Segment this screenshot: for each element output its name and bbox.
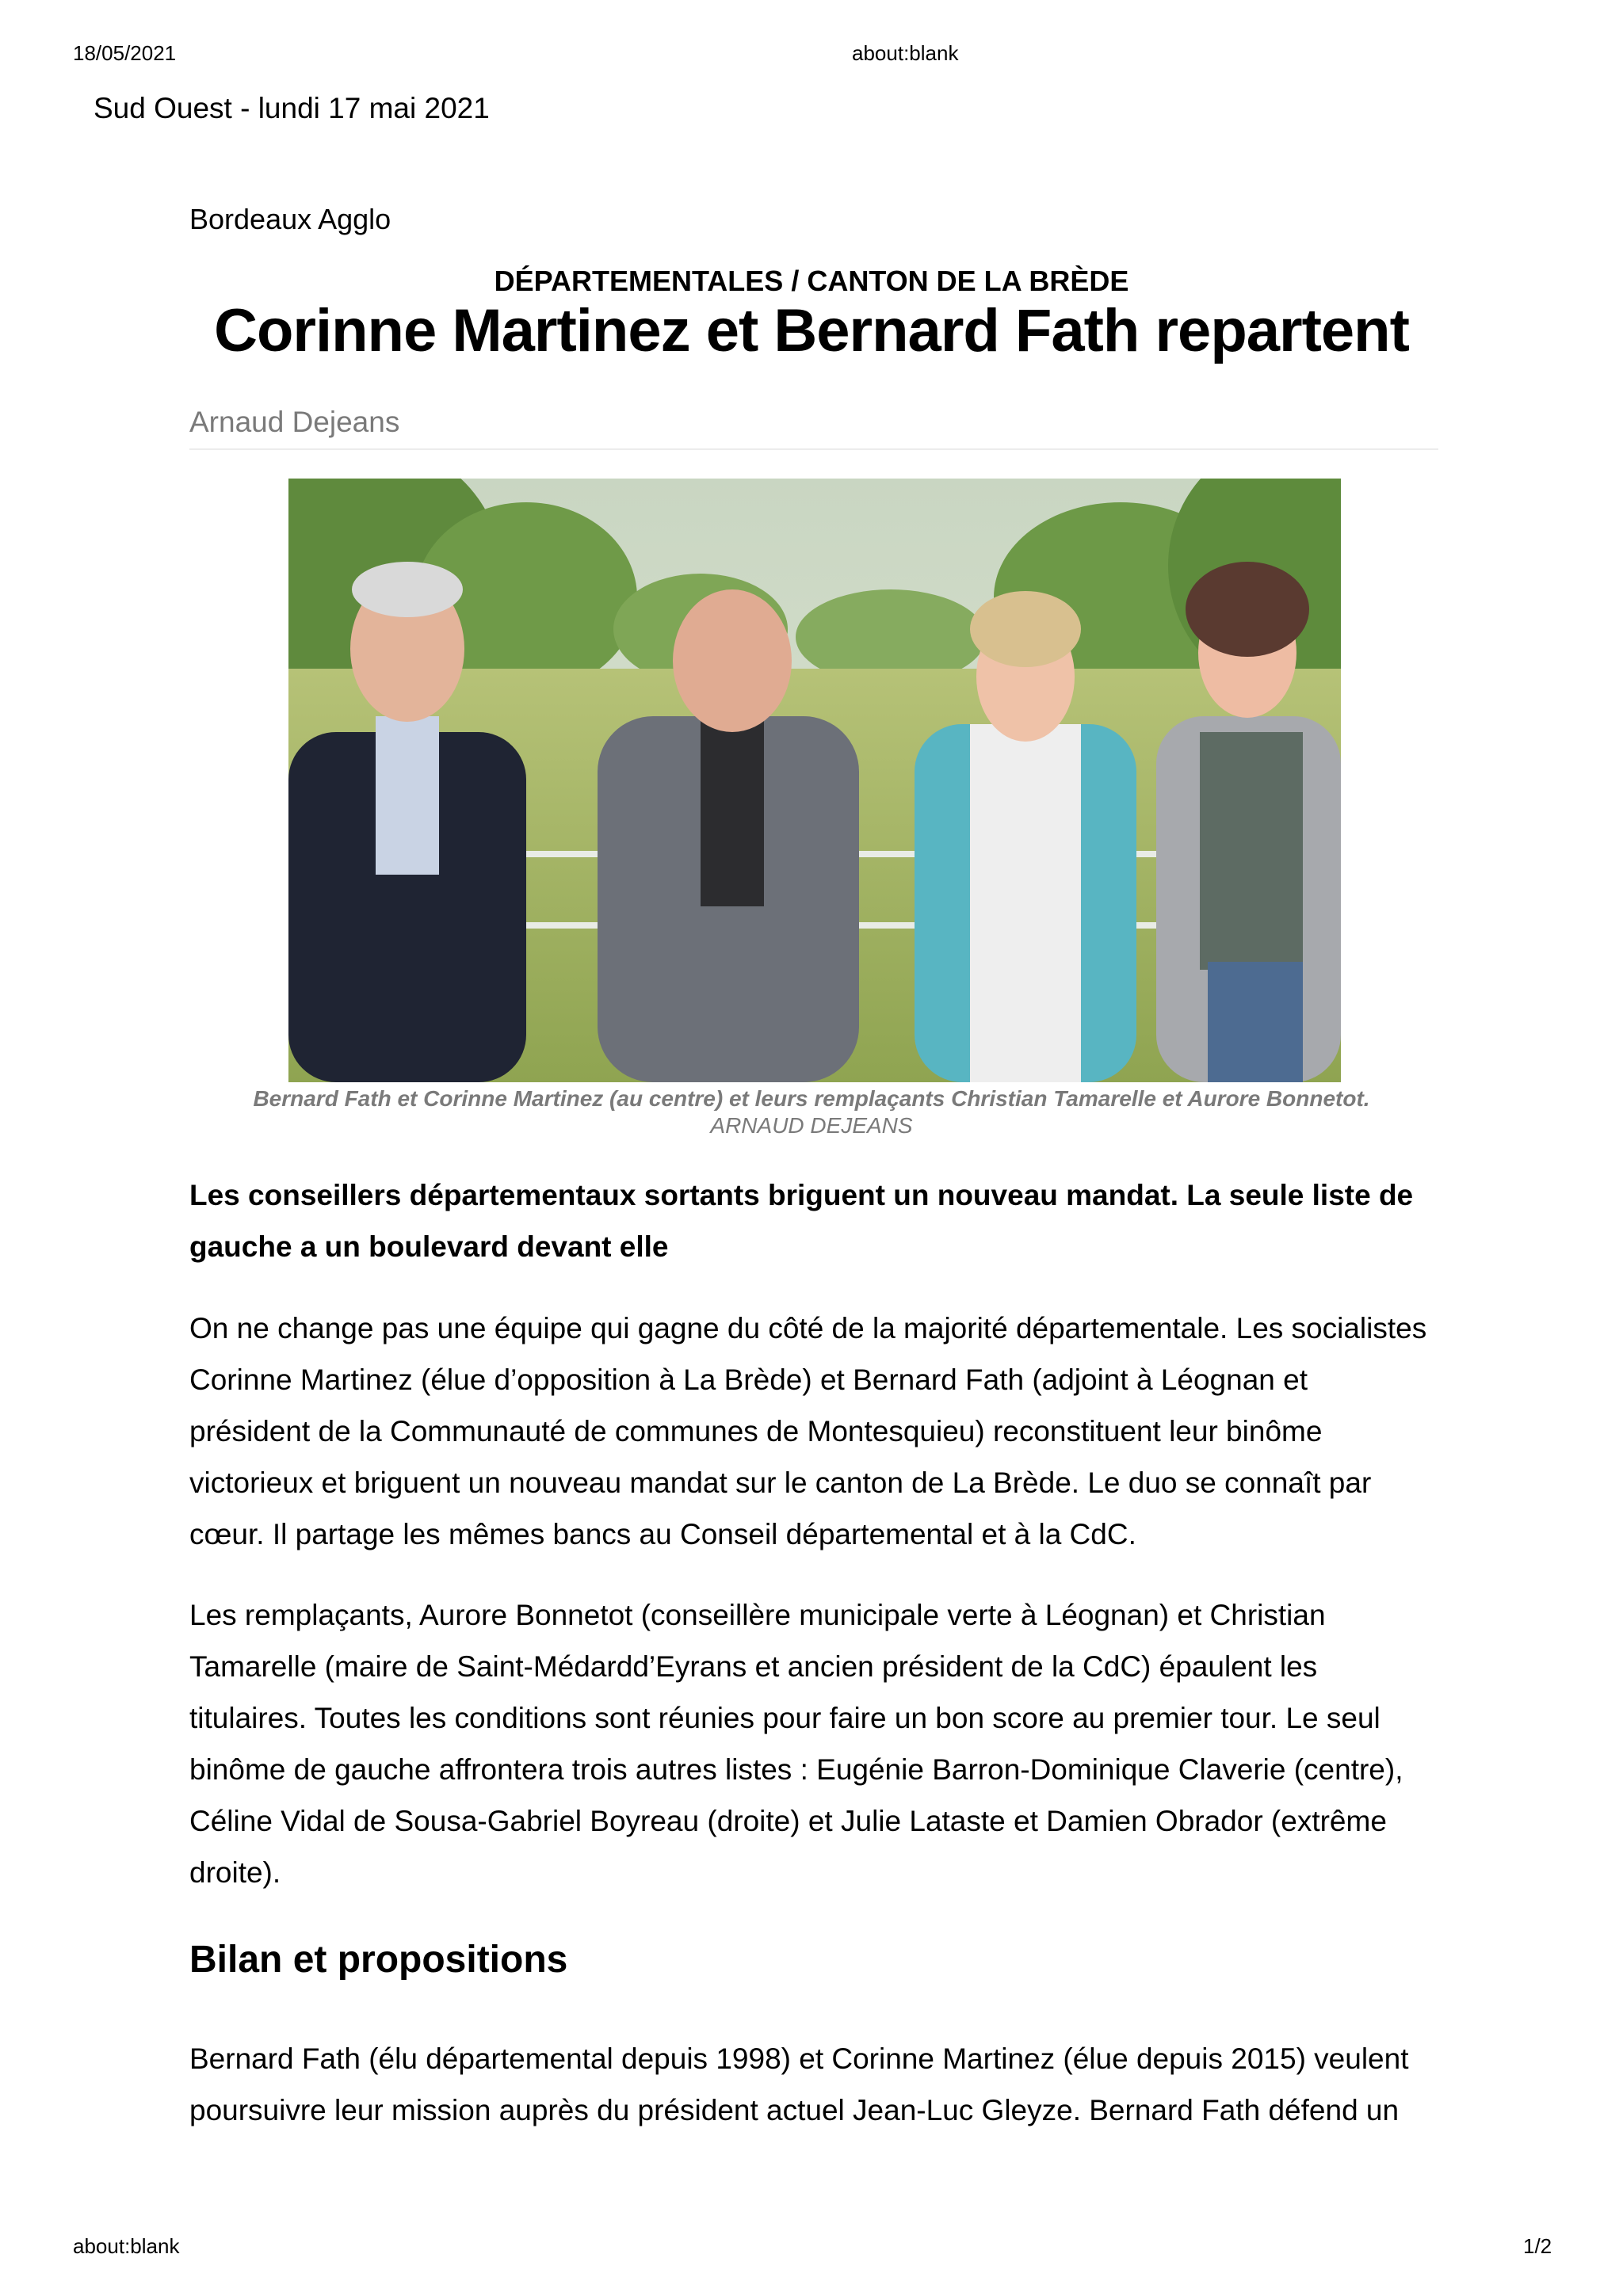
section-rubric: Bordeaux Agglo [189,203,391,235]
article-lead [189,1169,1449,1272]
text-line: président de la Communauté de communes de Montesquieu) reconstituent leur binôme [189,1415,1323,1447]
text-line: poursuivre leur mission auprès du président actuel Jean-Luc Gleyze. Bernard Fath défend un [189,2094,1400,2126]
text-line: cœur. Il partage les mêmes bancs au Conseil départemental et à la CdC. [189,1518,1136,1550]
photo-credit: ARNAUD DEJEANS [710,1113,913,1138]
article-kicker: DÉPARTEMENTALES / CANTON DE LA BRÈDE [494,265,1129,297]
paragraph-1 [189,1302,1457,1560]
paragraph-2 [189,1589,1457,1898]
footer-url: about:blank [73,2234,180,2258]
article-title: Corinne Martinez et Bernard Fath repartent [214,297,1409,364]
subheading: Bilan et propositions [189,1939,568,1981]
lead-line: gauche a un boulevard devant elle [189,1230,669,1263]
text-line: Tamarelle (maire de Saint-Médardd’Eyrans et ancien président de la CdC) épaulent les [189,1650,1318,1683]
text-line: Corinne Martinez (élue d’opposition à La Brède) et Bernard Fath (adjoint à Léognan et [189,1363,1308,1396]
text-line: victorieux et briguent un nouveau mandat sur le canton de La Brède. Le duo se connaît par [189,1466,1372,1499]
text-line: Bernard Fath (élu départemental depuis 1998) et Corinne Martinez (élue depuis 2015) veulent [189,2042,1409,2075]
paragraph-3 [189,2033,1457,2136]
photo-caption [0,1085,1623,1139]
page-number: 1/2 [1523,2234,1552,2258]
text-line: binôme de gauche affrontera trois autres listes : Eugénie Barron-Dominique Claverie (centre), [189,1753,1403,1786]
print-url: about:blank [852,41,959,65]
text-line: Céline Vidal de Sousa-Gabriel Boyreau (droite) et Julie Lataste et Damien Obrador (extrême [189,1805,1387,1837]
newspaper-source: Sud Ouest - lundi 17 mai 2021 [94,92,490,124]
caption-text: Bernard Fath et Corinne Martinez (au centre) et leurs remplaçants Christian Tamarelle et Aurore Bonnetot. [253,1086,1370,1111]
text-line: Les remplaçants, Aurore Bonnetot (conseillère municipale verte à Léognan) et Christian [189,1599,1326,1631]
header-divider [189,448,1438,450]
print-date: 18/05/2021 [73,41,177,65]
text-line: droite). [189,1856,281,1889]
lead-line: Les conseillers départementaux sortants briguent un nouveau mandat. La seule liste de [189,1179,1414,1211]
article-author: Arnaud Dejeans [189,406,400,438]
article-photo [288,479,1341,1082]
text-line: On ne change pas une équipe qui gagne du côté de la majorité départementale. Les socialistes [189,1312,1427,1344]
text-line: titulaires. Toutes les conditions sont réunies pour faire un bon score au premier tour. Le seul [189,1702,1381,1734]
